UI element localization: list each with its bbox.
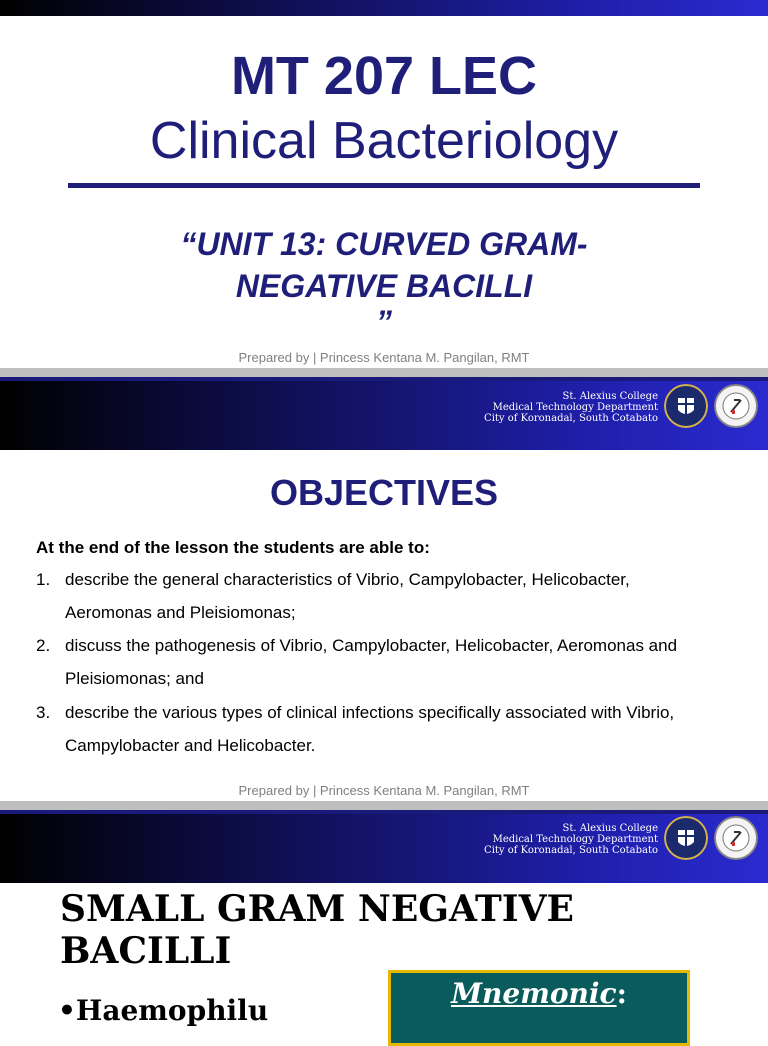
footer-divider bbox=[0, 368, 768, 377]
list-item-text: Pleisiomonas; and bbox=[65, 669, 204, 688]
footer-city: City of Koronadal, South Cotabato bbox=[484, 845, 658, 856]
mnemonic-colon: : bbox=[616, 977, 627, 1010]
list-item-number: 1. bbox=[36, 570, 51, 589]
footer-city: City of Koronadal, South Cotabato bbox=[484, 413, 658, 424]
course-title: Clinical Bacteriology bbox=[149, 112, 619, 170]
slide3-heading-line1: SMALL GRAM NEGATIVE bbox=[60, 888, 574, 930]
list-item bbox=[36, 563, 736, 629]
mnemonic-box bbox=[388, 970, 690, 1046]
college-seal-icon bbox=[664, 816, 708, 860]
unit-title-line3: ” bbox=[376, 304, 392, 340]
department-seal-icon bbox=[714, 816, 758, 860]
slide3-heading-line2: BACILLI bbox=[60, 930, 232, 972]
footer-college: St. Alexius College bbox=[562, 823, 658, 834]
slide3-heading bbox=[60, 888, 574, 972]
list-item-text: Campylobacter and Helicobacter. bbox=[65, 736, 316, 755]
bullet-item: •Haemophilu bbox=[58, 994, 269, 1027]
unit-title-line1: “UNIT 13: CURVED GRAM- bbox=[180, 226, 588, 262]
footer-divider bbox=[0, 801, 768, 810]
footer-department: Medical Technology Department bbox=[492, 834, 658, 845]
list-item-text: discuss the pathogenesis of Vibrio, Campylobacter, Helicobacter, Aeromonas and bbox=[65, 636, 678, 655]
college-seal-icon bbox=[664, 384, 708, 428]
list-item-number: 2. bbox=[36, 636, 51, 655]
objectives-intro: At the end of the lesson the students are able to: bbox=[36, 538, 430, 557]
unit-title-line2: NEGATIVE BACILLI bbox=[235, 268, 533, 304]
list-item-text: describe the general characteristics of Vibrio, Campylobacter, Helicobacter, bbox=[65, 570, 630, 589]
footer-college: St. Alexius College bbox=[562, 391, 658, 402]
course-code: MT 207 LEC bbox=[230, 46, 538, 106]
college-footer bbox=[0, 810, 768, 883]
college-footer bbox=[0, 377, 768, 450]
list-item-text: Aeromonas and Pleisiomonas; bbox=[65, 603, 296, 622]
department-seal-icon bbox=[714, 384, 758, 428]
title-divider bbox=[68, 183, 700, 188]
prepared-by: Prepared by | Princess Kentana M. Pangilan, RMT bbox=[238, 783, 530, 798]
prepared-by: Prepared by | Princess Kentana M. Pangilan, RMT bbox=[238, 350, 530, 365]
footer-department: Medical Technology Department bbox=[492, 402, 658, 413]
list-item bbox=[36, 696, 736, 762]
mnemonic-label: Mnemonic bbox=[451, 977, 617, 1010]
list-item bbox=[36, 629, 736, 695]
list-item-number: 3. bbox=[36, 703, 51, 722]
list-item-text: describe the various types of clinical infections specifically associated with Vibrio, bbox=[65, 703, 675, 722]
objectives-heading: OBJECTIVES bbox=[269, 472, 499, 513]
top-banner bbox=[0, 0, 768, 16]
